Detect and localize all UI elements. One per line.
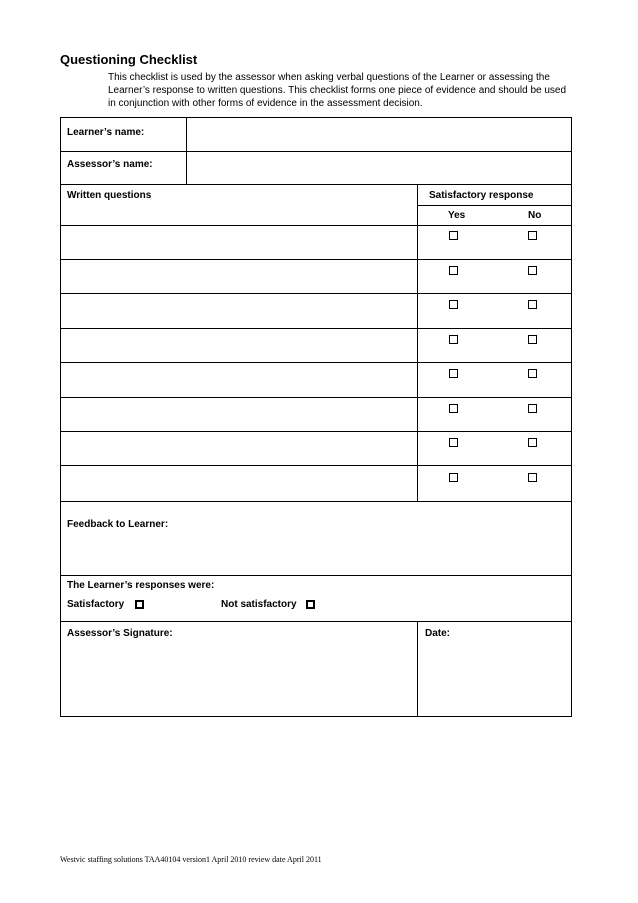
learner-name-label: Learner’s name: [67, 127, 145, 138]
assessor-name-label: Assessor’s name: [67, 159, 153, 170]
yes-checkbox[interactable] [449, 266, 458, 275]
satisfactory-checkbox[interactable] [135, 600, 144, 609]
no-checkbox[interactable] [528, 335, 537, 344]
written-questions-label: Written questions [67, 190, 152, 201]
yes-checkbox[interactable] [449, 300, 458, 309]
no-checkbox[interactable] [528, 369, 537, 378]
satisfactory-label: Satisfactory [67, 599, 125, 610]
yes-label: Yes [448, 210, 466, 221]
no-checkbox[interactable] [528, 473, 537, 482]
intro-text: This checklist is used by the assessor when asking verbal questions of the Learner or assessing the Learner’s response to written questions. This checklist forms one piece of evidence and should be used in conjunction with other forms of evidence in the assessment decision. [108, 72, 567, 109]
yes-checkbox[interactable] [449, 231, 458, 240]
footer-text: Westvic staffing solutions TAA40104 version1 April 2010 review date April 2011 [60, 855, 322, 864]
date-label: Date: [425, 628, 451, 639]
yes-checkbox[interactable] [449, 404, 458, 413]
no-checkbox[interactable] [528, 266, 537, 275]
no-checkbox[interactable] [528, 300, 537, 309]
yes-checkbox[interactable] [449, 473, 458, 482]
yes-checkbox[interactable] [449, 369, 458, 378]
no-label: No [528, 210, 542, 221]
yes-checkbox[interactable] [449, 335, 458, 344]
no-checkbox[interactable] [528, 438, 537, 447]
satisfactory-response-label: Satisfactory response [429, 190, 534, 201]
signature-label: Assessor’s Signature: [67, 628, 173, 639]
no-checkbox[interactable] [528, 404, 537, 413]
no-checkbox[interactable] [528, 231, 537, 240]
not-satisfactory-label: Not satisfactory [221, 599, 297, 610]
not-satisfactory-checkbox[interactable] [306, 600, 315, 609]
responses-label: The Learner’s responses were: [67, 580, 215, 591]
checklist-form [60, 117, 572, 717]
yes-checkbox[interactable] [449, 438, 458, 447]
page-title: Questioning Checklist [60, 52, 198, 67]
feedback-label: Feedback to Learner: [67, 519, 169, 530]
